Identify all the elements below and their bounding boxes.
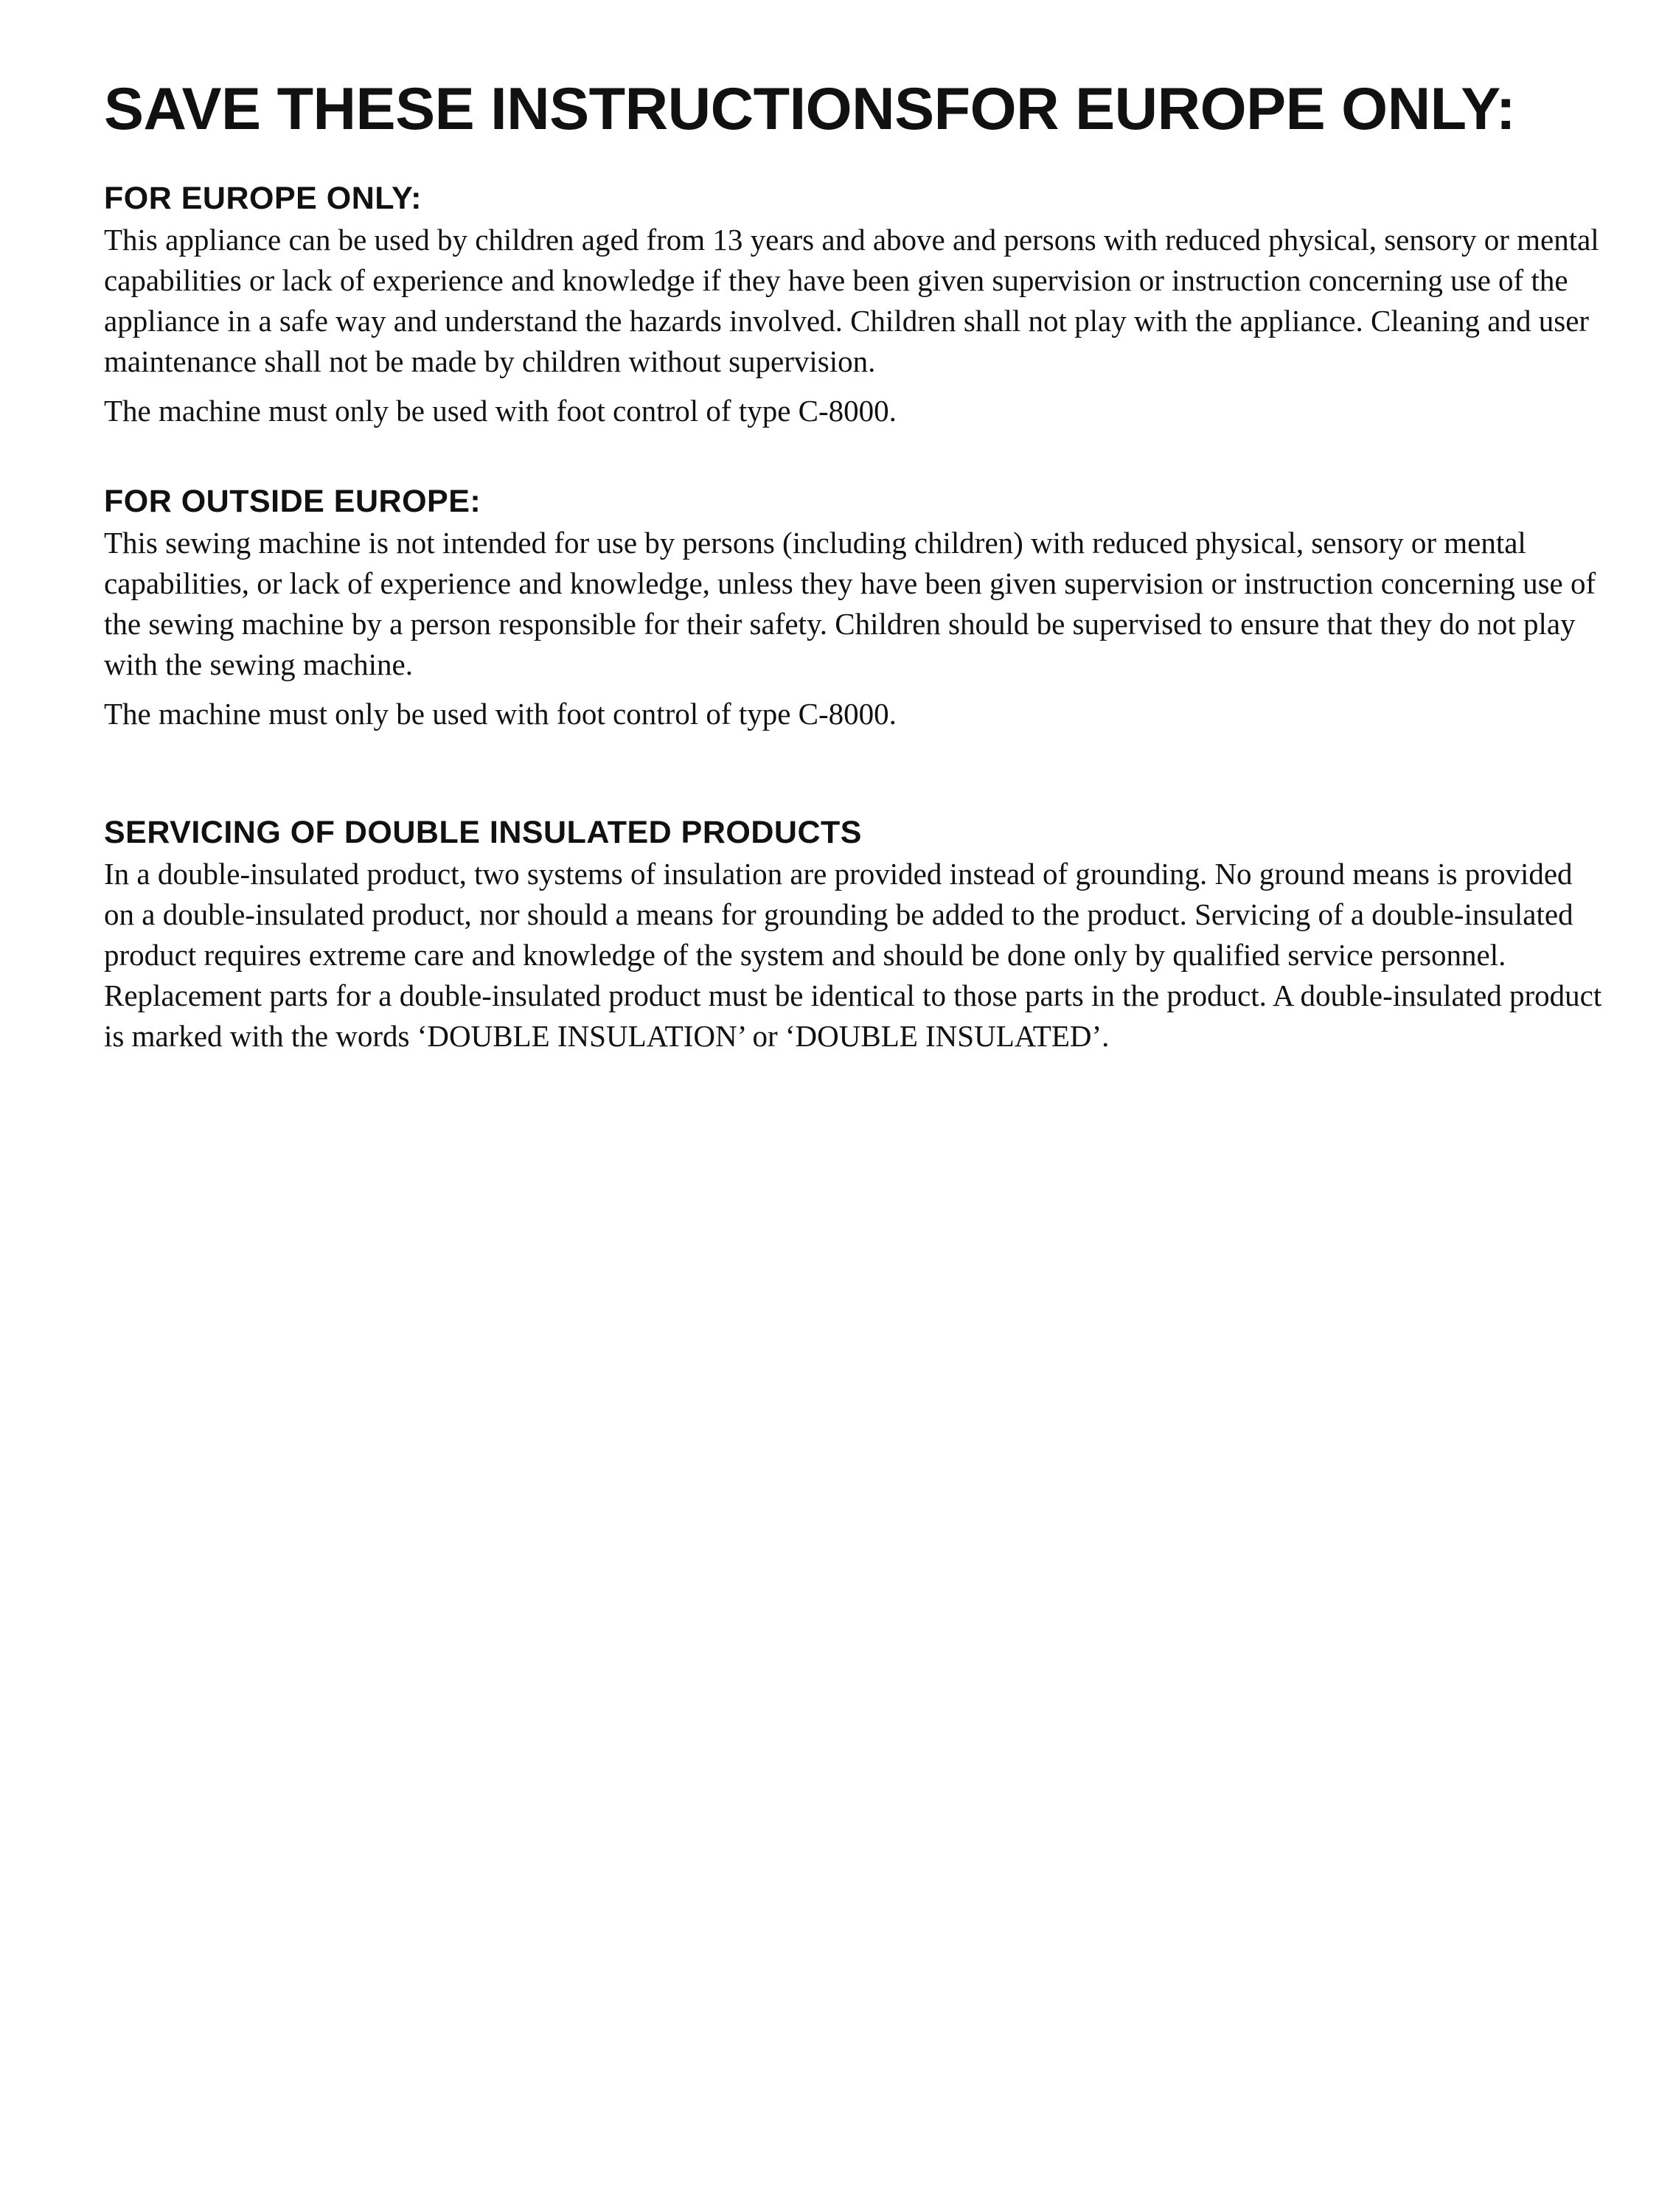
europe-safety-paragraph: This appliance can be used by children aged from 13 years and above and persons with reduced physical, sensory or mental capabilities or lack of experience and knowledge if they have been given supervision or instruction concerning use of the appliance in a safe way and understand the hazards involved. Children shall not play with the appliance. Cleaning and user maintenance shall not be made by children without supervision.: [104, 223, 1599, 378]
servicing-paragraph: In a double-insulated product, two systems of insulation are provided instead of grounding. No ground means is provided on a double-insulated product, nor should a means for grounding be added to the product. Servicing of a double-insulated product requires extreme care and knowledge of the system and should be done only by qualified service personnel. Replacement parts for a double-insulated product must be identical to those parts in the product. A double-insulated product is marked with the words ‘DOUBLE INSULATION’ or ‘DOUBLE INSULATED’.: [104, 857, 1602, 1053]
section-europe-only: [104, 180, 1608, 431]
europe-foot-control-paragraph: The machine must only be used with foot control of type C-8000.: [104, 394, 897, 428]
page-title: SAVE THESE INSTRUCTIONSFOR EUROPE ONLY:: [104, 76, 1516, 142]
section-heading-servicing: SERVICING OF DOUBLE INSULATED PRODUCTS: [104, 815, 862, 850]
section-heading-europe-only: FOR EUROPE ONLY:: [104, 181, 422, 216]
section-heading-outside-europe: FOR OUTSIDE EUROPE:: [104, 484, 481, 519]
outside-europe-safety-paragraph: This sewing machine is not intended for use by persons (including children) with reduced physical, sensory or mental capabilities, or lack of experience and knowledge, unless they have been given supervision or instruction concerning use of the sewing machine by a person responsible for their safety. Children should be supervised to ensure that they do not play with the sewing machine.: [104, 526, 1596, 681]
section-servicing-double-insulated: [104, 814, 1608, 1057]
outside-europe-foot-control-paragraph: The machine must only be used with foot control of type C-8000.: [104, 697, 897, 731]
section-outside-europe: [104, 483, 1608, 734]
document-page: [104, 74, 1608, 1057]
